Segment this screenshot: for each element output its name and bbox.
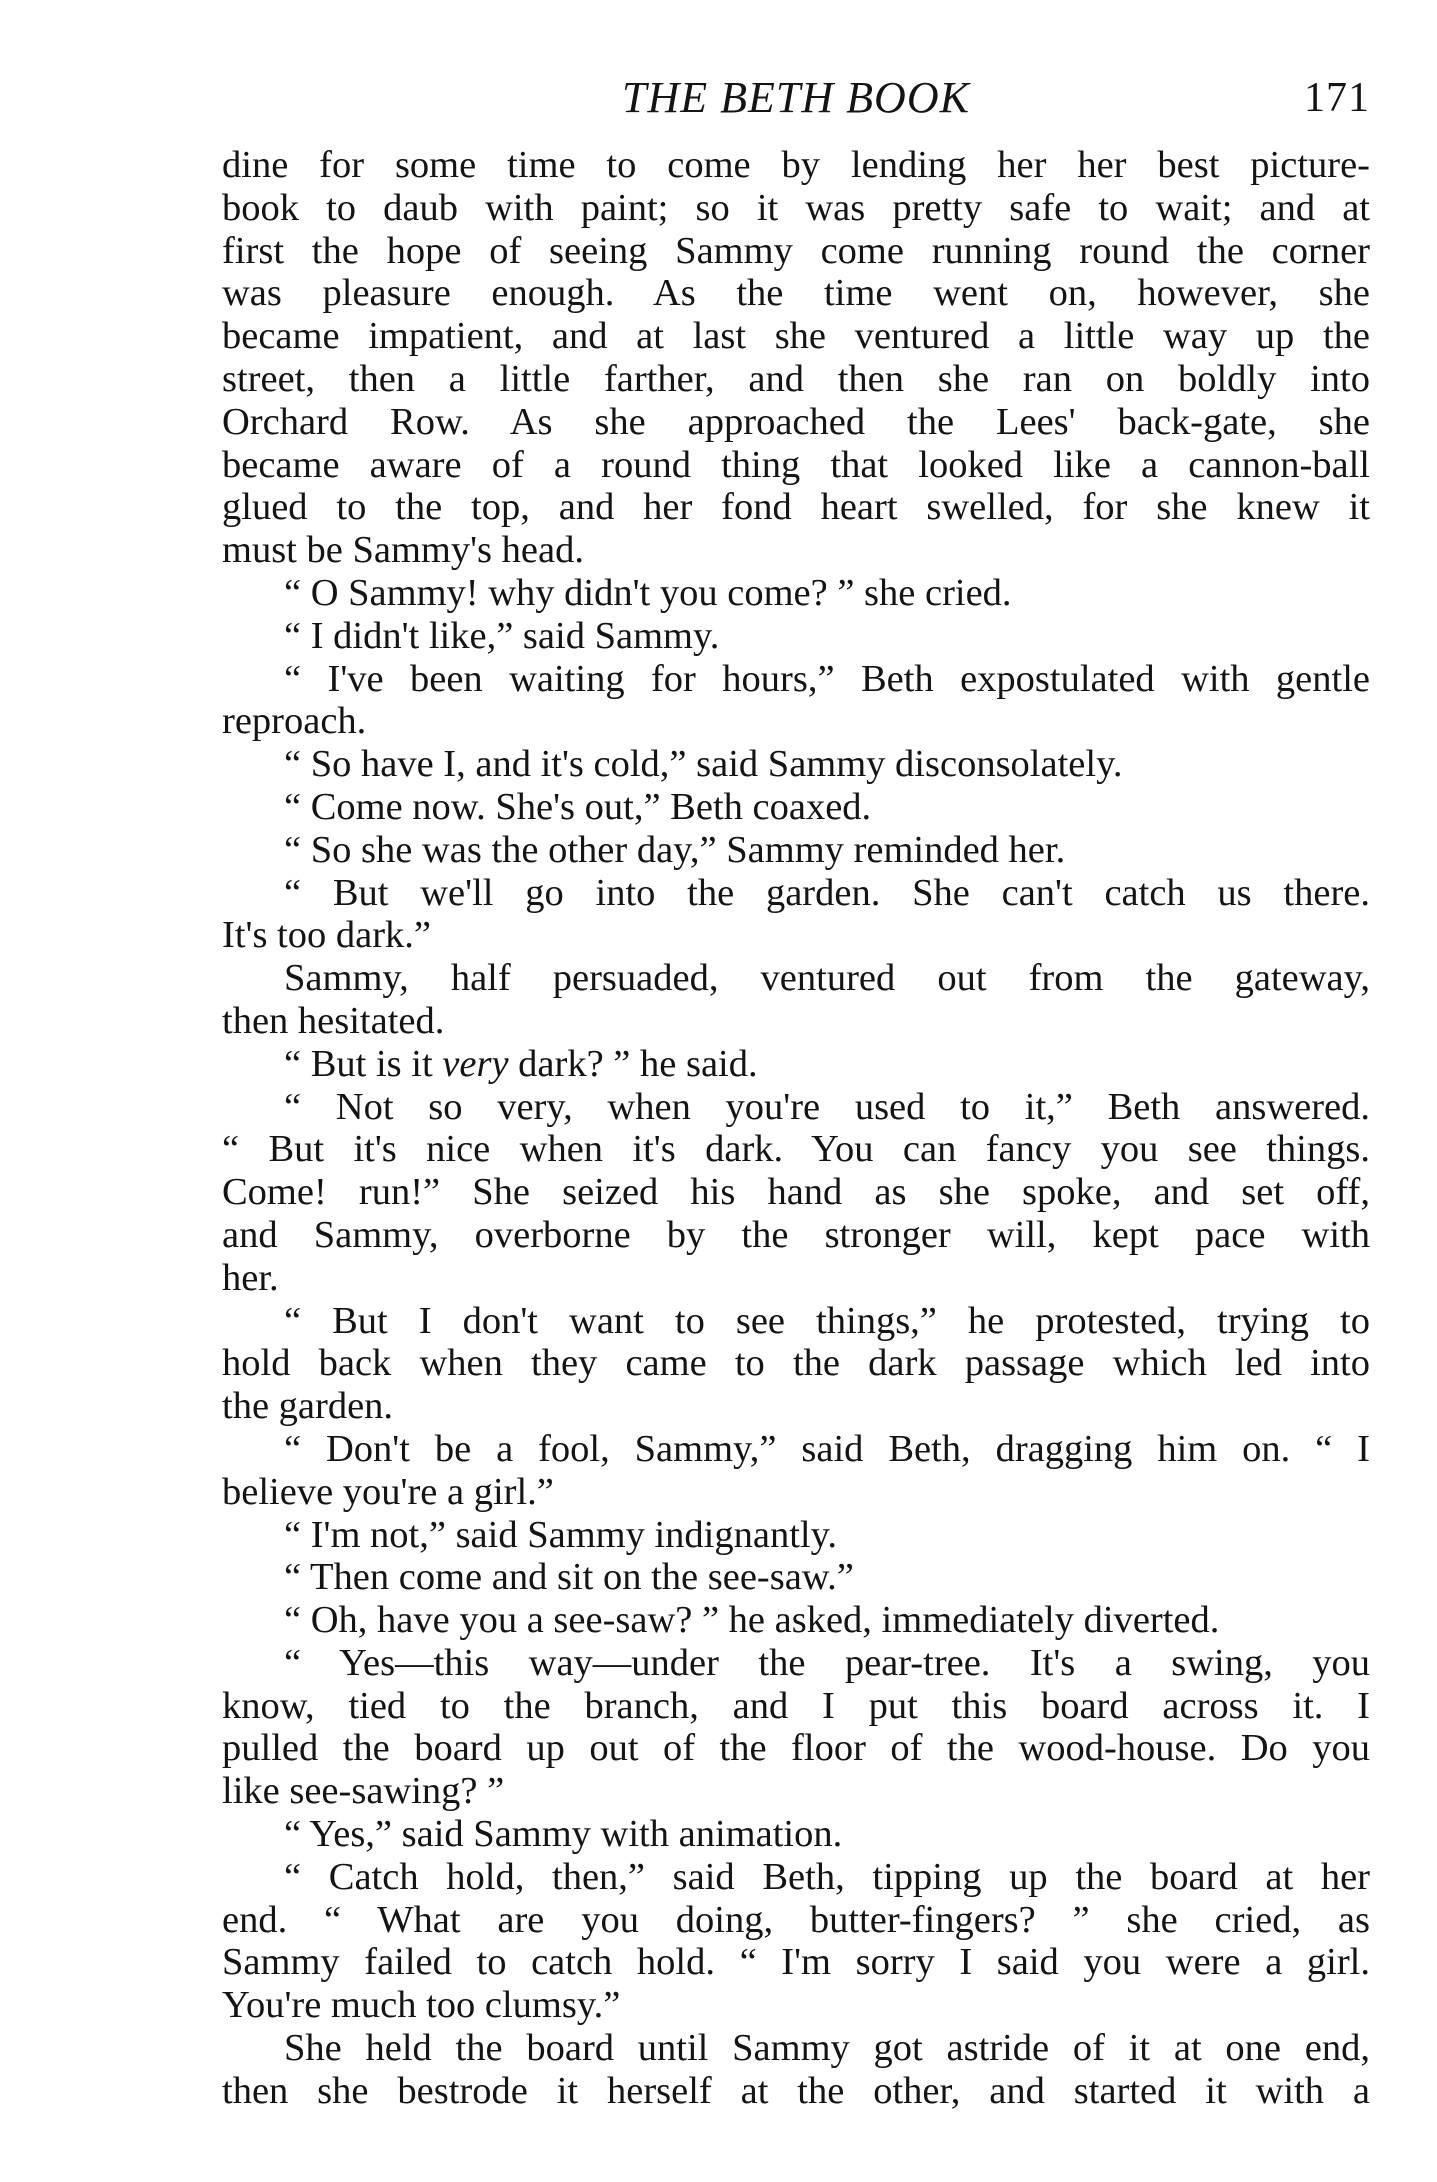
text-line: became impatient, and at last she ventured a little way up the [222,315,1370,358]
text-line: You're much too clumsy.” [222,1984,621,2027]
text-line: know, tied to the branch, and I put this board across it. I [222,1684,1370,1727]
text-line: then she bestrode it herself at the other, and started it with a [222,2069,1370,2112]
body-text [222,144,1370,2113]
text-line: “ Come now. She's out,” Beth coaxed. [284,785,872,828]
text-line [222,1043,1370,1086]
text-line: the garden. [222,1385,394,1428]
text-line: glued to the top, and her fond heart swelled, for she knew it [222,486,1370,529]
text-line: pulled the board up out of the floor of the wood-house. Do you [222,1727,1370,1770]
text-line: Sammy failed to catch hold. “ I'm sorry I said you were a girl. [222,1941,1370,1984]
text-line: “ But we'll go into the garden. She can't catch us there. [284,871,1370,914]
text-line: “ So she was the other day,” Sammy reminded her. [284,828,1066,871]
text-line: hold back when they came to the dark passage which led into [222,1342,1370,1385]
text-line: was pleasure enough. As the time went on, however, she [222,272,1370,315]
text-line: “ O Sammy! why didn't you come? ” she cried. [284,571,1012,614]
text-line: “ Catch hold, then,” said Beth, tipping up the board at her [284,1855,1370,1898]
text-line: first the hope of seeing Sammy come running round the corner [222,229,1370,272]
text-line: “ Yes—this way—under the pear-tree. It's a swing, you [284,1641,1370,1684]
text-line: reproach. [222,700,367,743]
text-line: dine for some time to come by lending her her best picture- [222,144,1370,186]
text-line: book to daub with paint; so it was pretty safe to wait; and at [222,186,1370,229]
text-line: It's too dark.” [222,914,432,957]
text-line: like see-sawing? ” [222,1770,505,1813]
running-title: THE BETH BOOK [622,73,970,122]
text-line: her. [222,1256,279,1299]
text-line: “ Oh, have you a see-saw? ” he asked, immediately diverted. [284,1599,1220,1642]
page-number: 171 [1304,75,1370,121]
text-line: “ Yes,” said Sammy with animation. [284,1813,843,1856]
text-line: street, then a little farther, and then she ran on boldly into [222,357,1370,400]
text-line: became aware of a round thing that looked like a cannon-ball [222,443,1370,486]
italic-emphasis: very [442,1042,509,1085]
text-line: end. “ What are you doing, butter-fingers? ” she cried, as [222,1898,1370,1941]
text-line: “ So have I, and it's cold,” said Sammy disconsolately. [284,743,1123,786]
text-line: “ Don't be a fool, Sammy,” said Beth, dragging him on. “ I [284,1427,1370,1470]
text-span: dark? ” he said. [508,1042,758,1085]
text-line: Orchard Row. As she approached the Lees' back-gate, she [222,400,1370,443]
text-line: “ But I don't want to see things,” he protested, trying to [284,1299,1370,1342]
text-line: then hesitated. [222,999,445,1042]
page-header [222,72,1370,132]
text-line: “ But it's nice when it's dark. You can fancy you see things. [222,1128,1370,1171]
text-line: Sammy, half persuaded, ventured out from the gateway, [284,957,1370,1000]
text-line: “ Then come and sit on the see-saw.” [284,1556,854,1599]
text-line: must be Sammy's head. [222,529,584,572]
text-line: “ I didn't like,” said Sammy. [284,614,720,657]
text-line: and Sammy, overborne by the stronger will, kept pace with [222,1213,1370,1256]
text-line: “ I'm not,” said Sammy indignantly. [284,1513,837,1556]
text-line: believe you're a girl.” [222,1470,554,1513]
text-line: Come! run!” She seized his hand as she spoke, and set off, [222,1171,1370,1214]
text-line: “ I've been waiting for hours,” Beth expostulated with gentle [284,657,1370,700]
text-line: She held the board until Sammy got astride of it at one end, [284,2027,1370,2070]
text-line: “ Not so very, when you're used to it,” Beth answered. [284,1085,1370,1128]
text-span: “ But is it [284,1042,443,1085]
